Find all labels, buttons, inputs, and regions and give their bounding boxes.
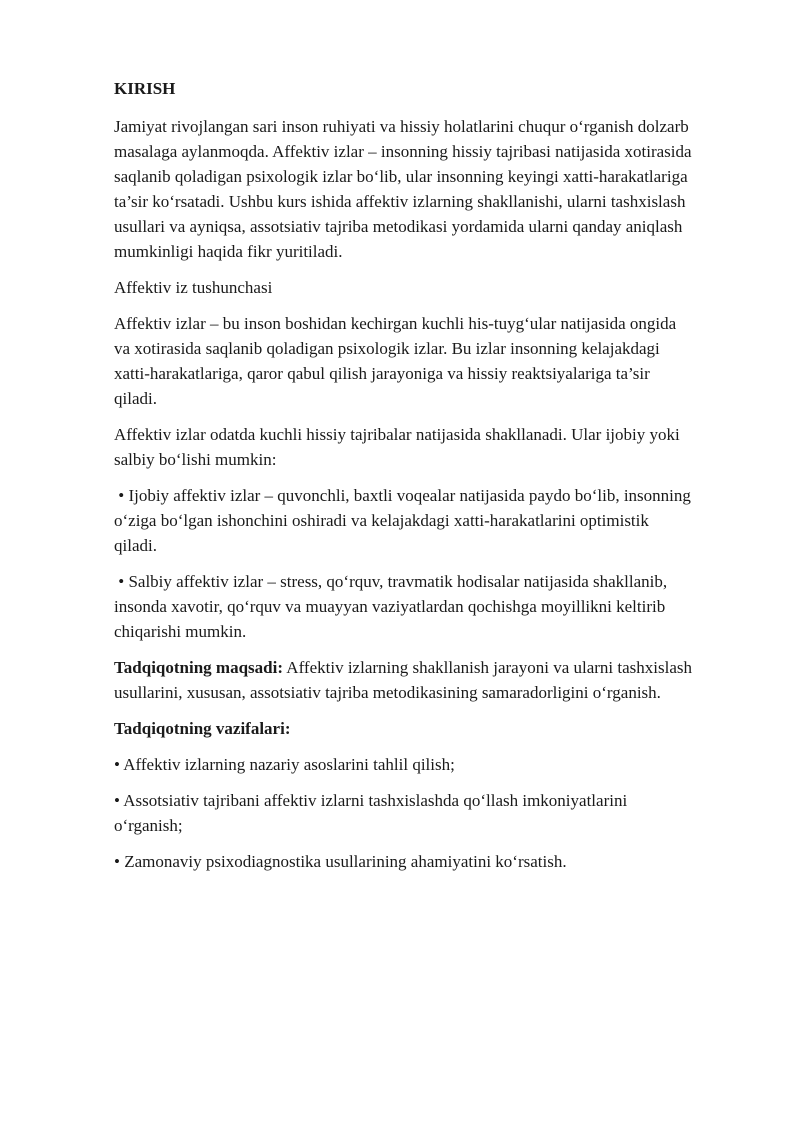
- negative-trace-item: • Salbiy affektiv izlar – stress, qo‘rquv, travmatik hodisalar natijasida shakllanib, insonda xavotir, qo‘rquv va muayyan vaziyatlardan qochishga moyillikni keltirib chiqarishi mumkin.: [114, 572, 672, 641]
- document-body: [114, 76, 697, 885]
- intro-paragraph: Jamiyat rivojlangan sari inson ruhiyati va hissiy holatlarini chuqur o‘rganish dolzarb masalaga aylanmoqda. Affektiv izlar – insonning hissiy tajribasi natijasida xotirasida saqlanib qoladigan psixologik izlar bo‘lib, ular insonning keyingi xatti-harakatlariga ta’sir ko‘rsatadi. Ushbu kurs ishida affektiv izlarning shakllanishi, ularni tashxislash usullari va ayniqsa, assotsiativ tajriba metodikasi yordamida ularni qanday aniqlash mumkinligi haqida fikr yuritiladi.: [114, 117, 692, 261]
- goal-paragraph: [114, 655, 697, 705]
- section-heading: Affektiv iz tushunchasi: [114, 278, 273, 297]
- page-title: KIRISH: [114, 79, 176, 98]
- goal-label: Tadqiqotning maqsadi:: [114, 658, 283, 677]
- tasks-label: Tadqiqotning vazifalari:: [114, 719, 291, 738]
- task-item: • Zamonaviy psixodiagnostika usullarining ahamiyatini ko‘rsatish.: [114, 852, 567, 871]
- task-item: • Assotsiativ tajribani affektiv izlarni tashxislashda qo‘llash imkoniyatlarini o‘rganish;: [114, 791, 628, 835]
- goal-text: Affektiv izlarning shakllanish jarayoni va ularni tashxislash usullarini, xususan, assotsiativ tajriba metodikasining samaradorligini o‘rganish.: [114, 658, 697, 702]
- formation-paragraph: Affektiv izlar odatda kuchli hissiy tajribalar natijasida shakllanadi. Ular ijobiy yoki salbiy bo‘lishi mumkin:: [114, 425, 680, 469]
- positive-trace-item: • Ijobiy affektiv izlar – quvonchli, baxtli voqealar natijasida paydo bo‘lib, insonning o‘ziga bo‘lgan ishonchini oshiradi va kelajakdagi xatti-harakatlarini optimistik qiladi.: [114, 486, 696, 555]
- task-item: • Affektiv izlarning nazariy asoslarini tahlil qilish;: [114, 755, 455, 774]
- definition-paragraph: Affektiv izlar – bu inson boshidan kechirgan kuchli his-tuyg‘ular natijasida ongida va xotirasida saqlanib qoladigan psixologik izlar. Bu izlar insonning kelajakdagi xatti-harakatlariga, qaror qabul qilish jarayoniga va hissiy reaktsiyalariga ta’sir qiladi.: [114, 314, 677, 408]
